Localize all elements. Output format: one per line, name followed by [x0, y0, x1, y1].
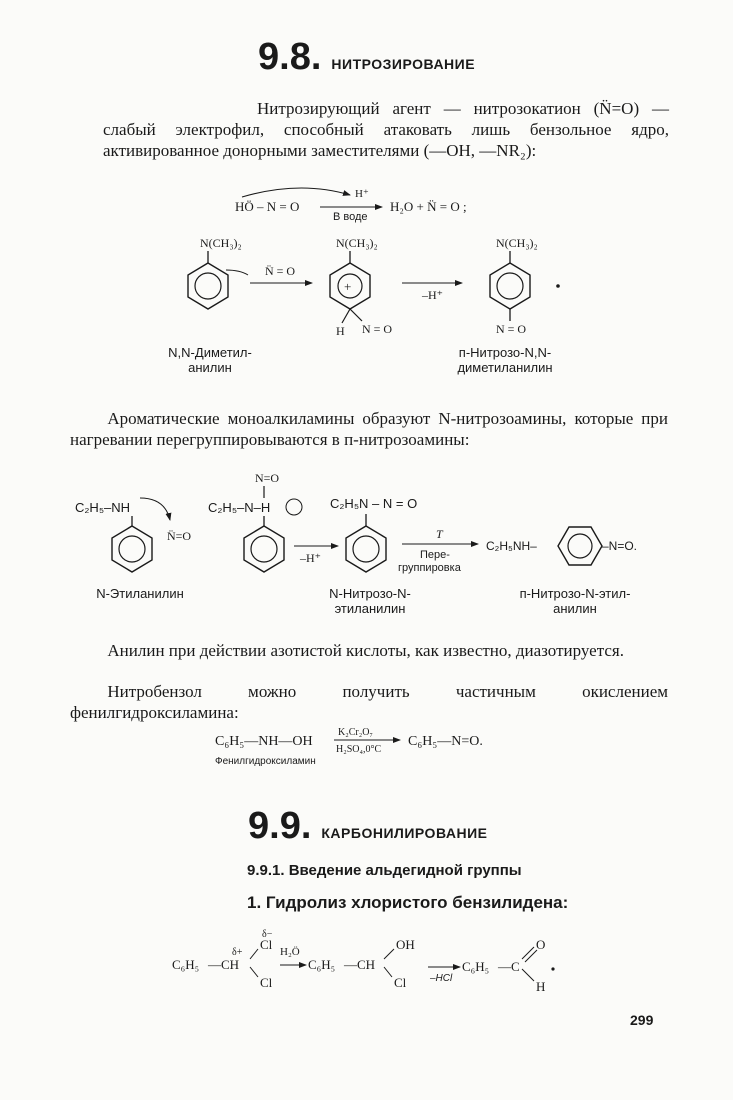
section-title: КАРБОНИЛИРОВАНИЕ — [321, 825, 488, 841]
benzene-ring-2 — [490, 263, 530, 309]
no-label-2: N = O — [496, 322, 527, 336]
water-label: H₂Ö — [280, 946, 300, 958]
caption-ethylaniline: N-Этиланилин — [96, 586, 184, 601]
temp-label: T — [436, 527, 443, 541]
delta-minus: δ− — [262, 929, 273, 940]
curved-arrow-1 — [242, 188, 350, 197]
paragraph-monoalkylamines: Ароматические моноалкиламины образуют N-нитрозоамины, которые при нагревании перегруппировываются в п-нитрозоамины: — [70, 409, 668, 449]
nitrosoamine-label: C₂H₅N – N = O — [330, 496, 418, 511]
subsection-heading: 9.9.1. Введение альдегидной группы — [247, 862, 522, 879]
svg-text:+: + — [344, 279, 352, 294]
scheme-ethylaniline-nitrosation — [70, 468, 670, 578]
cl-label: Cl — [394, 975, 407, 990]
oh-label: OH — [396, 937, 415, 952]
scheme-phenylhydroxylamine-oxidation — [200, 722, 520, 772]
paragraph-aniline-diazotization: Анилин при действии азотистой кислоты, как известно, диазотируется. — [107, 641, 624, 660]
no-plus-label: N̈ = O — [265, 264, 296, 278]
section-number: 9.9. — [248, 805, 312, 847]
benzene-ring-1 — [188, 263, 228, 309]
rearr-label-2: группировка — [398, 562, 461, 574]
nme2-label-2: N(CH₃)₂ — [336, 236, 378, 250]
c-label: —C — [498, 959, 520, 974]
benzene-ring-4 — [244, 526, 284, 572]
cl-bottom: Cl — [260, 975, 273, 990]
phenyl-label-3: C₆H₅ — [462, 959, 490, 974]
benzene-ring-3 — [112, 526, 152, 572]
minus-hcl: –HCl — [430, 973, 453, 984]
paragraph-nitrosating-agent: Нитрозирующий агент — нитрозокатион (N̈=O) — слабый электрофил, способный атаковать лишь бензольное ядро, активированное донорными заместителями (—OH, —NR₂): — [103, 99, 669, 160]
phenyl-label-2: C₆H₅ — [308, 957, 336, 972]
benzene-ring-5 — [346, 526, 386, 572]
paragraph-nitrobenzene: Нитробензол можно получить частичным окислением фенилгидроксиламина: — [70, 682, 668, 722]
no-label-1: N = O — [362, 322, 393, 336]
phenyl-label-1: C₆H₅ — [172, 957, 200, 972]
phenylhydroxylamine-formula: C₆H₅—NH—OH — [215, 734, 313, 749]
oxidant-label: K₂Cr₂O₇ — [338, 727, 373, 738]
product-right-label: –N=O. — [602, 539, 638, 553]
no-top-label: N=O — [255, 471, 280, 485]
minus-h-plus-2: –H⁺ — [300, 551, 321, 565]
caption-dimethylaniline: N,N-Диметил- анилин — [168, 345, 252, 375]
caption-p-nitroso-ethylaniline: п-Нитрозо-N-этил- анилин — [519, 586, 631, 616]
caption-nitroso-dimethylaniline: п-Нитрозо-N,N- диметиланилин — [457, 345, 553, 375]
benzene-ring-6 — [558, 527, 602, 565]
ch-label-2: —CH — [344, 957, 376, 972]
section-number: 9.8. — [258, 36, 322, 78]
nme2-label-1: N(CH₃)₂ — [200, 236, 242, 250]
ethyl-n-h-label: C₂H₅–N–H — [208, 500, 271, 515]
section-title: НИТРОЗИРОВАНИЕ — [331, 56, 476, 72]
cl-top: Cl — [260, 937, 273, 952]
eq-h-plus: H⁺ — [355, 188, 369, 200]
section-heading-9-9 — [248, 805, 487, 848]
product-left-label: C₂H₅NH– — [486, 539, 537, 553]
h-label: H — [336, 324, 345, 338]
minus-h-plus: –H⁺ — [422, 288, 443, 302]
h-label-2: H — [536, 979, 546, 994]
o-label: O — [536, 937, 546, 952]
nitrosobenzene-formula: C₆H₅—N=O. — [408, 734, 483, 749]
rearr-label-1: Пере- — [420, 549, 450, 561]
condition-label: H₂SO₄,0°C — [336, 744, 382, 755]
eq-products: H₂O + N̈ = O ; — [390, 199, 467, 214]
nme2-label-3: N(CH₃)₂ — [496, 236, 538, 250]
no-plus-label-2: N̈=O — [167, 529, 192, 543]
caption-nitroso-ethylaniline: N-Нитрозо-N- этиланилин — [329, 586, 411, 616]
delta-plus: δ+ — [232, 947, 243, 958]
eq-in-water: В воде — [333, 211, 368, 223]
eq-hono: HÖ – N = O — [235, 199, 300, 214]
ethylamino-label: C₂H₅–NH — [75, 500, 131, 515]
item-heading: 1. Гидролиз хлористого бензилидена: — [247, 893, 569, 912]
ch-label-1: —CH — [208, 957, 240, 972]
scheme-dimethylaniline-nitrosation — [150, 175, 590, 338]
phenylhydroxylamine-caption: Фенилгидроксиламин — [215, 756, 316, 767]
section-heading-9-8 — [258, 36, 475, 79]
page-number: 299 — [630, 1012, 654, 1028]
scheme-benzylidene-hydrolysis — [170, 925, 570, 1000]
